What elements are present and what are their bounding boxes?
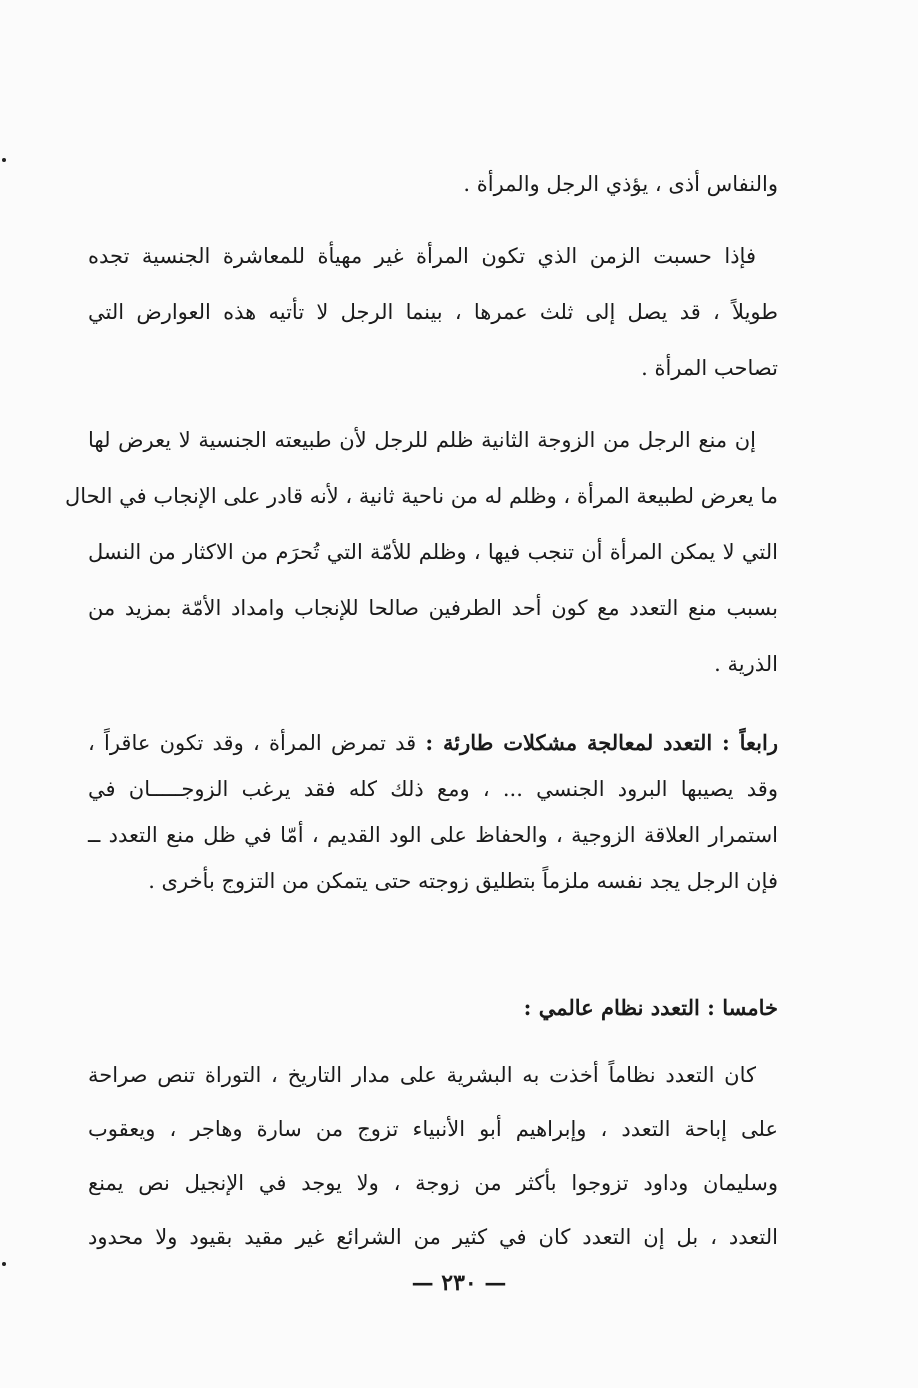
paragraph-2 (88, 228, 778, 396)
text-line: التي لا يمكن المرأة أن تنجب فيها ، وظلم للأمّة التي تُحرَم من الاكثار من النسل (88, 540, 778, 564)
text-line: على إباحة التعدد ، وإبراهيم أبو الأنبياء تزوج من سارة وهاجر ، ويعقوب (88, 1117, 778, 1141)
paragraph-4 (88, 720, 778, 904)
paragraph-1 (88, 156, 778, 212)
heading-text: خامسا : التعدد نظام عالمي : (523, 995, 778, 1020)
text-line: فإذا حسبت الزمن الذي تكون المرأة غير مهيأة للمعاشرة الجنسية تجده (88, 244, 756, 268)
text-line: والنفاس أذى ، يؤذي الرجل والمرأة . (463, 172, 778, 196)
text-line: ما يعرض لطبيعة المرأة ، وظلم له من ناحية ثانية ، لأنه قادر على الإنجاب في الحال (65, 484, 778, 508)
text-line: وقد يصيبها البرود الجنسي ... ، ومع ذلك كله فقد يرغب الزوجـــــان في (88, 777, 778, 801)
text-run: قد تمرض المرأة ، وقد تكون عاقراً ، (88, 731, 426, 755)
text-line: تصاحب المرأة . (641, 356, 778, 380)
text-line: إن منع الرجل من الزوجة الثانية ظلم للرجل لأن طبيعته الجنسية لا يعرض لها (88, 428, 756, 452)
text-line: التعدد ، بل إن التعدد كان في كثير من الشرائع غير مقيد بقيود ولا محدود (88, 1225, 778, 1249)
section-heading-inline: رابعاً : التعدد لمعالجة مشكلات طارئة : (425, 730, 778, 755)
text-line: طويلاً ، قد يصل إلى ثلث عمرها ، بينما الرجل لا تأتيه هذه العوارض التي (88, 300, 778, 324)
margin-dot (2, 158, 6, 162)
text-line: فإن الرجل يجد نفسه ملزماً بتطليق زوجته حتى يتمكن من التزوج بأخرى . (148, 869, 778, 893)
page-number: — ٢٣٠ — (411, 1270, 507, 1296)
text-line: وسليمان وداود تزوجوا بأكثر من زوجة ، ولا يوجد في الإنجيل نص يمنع (88, 1171, 778, 1195)
text-line: استمرار العلاقة الزوجية ، والحفاظ على الود القديم ، أمّا في ظل منع التعدد ــ (88, 823, 778, 847)
text-line: كان التعدد نظاماً أخذت به البشرية على مدار التاريخ ، التوراة تنص صراحة (88, 1063, 756, 1087)
section-heading (88, 980, 778, 1036)
text-line: بسبب منع التعدد مع كون أحد الطرفين صالحا للإنجاب وامداد الأمّة بمزيد من (88, 596, 778, 620)
paragraph-5 (88, 1048, 778, 1264)
margin-dot (2, 1262, 6, 1266)
text-line: الذرية . (714, 652, 778, 676)
paragraph-3 (65, 412, 778, 692)
text-line (88, 720, 778, 766)
